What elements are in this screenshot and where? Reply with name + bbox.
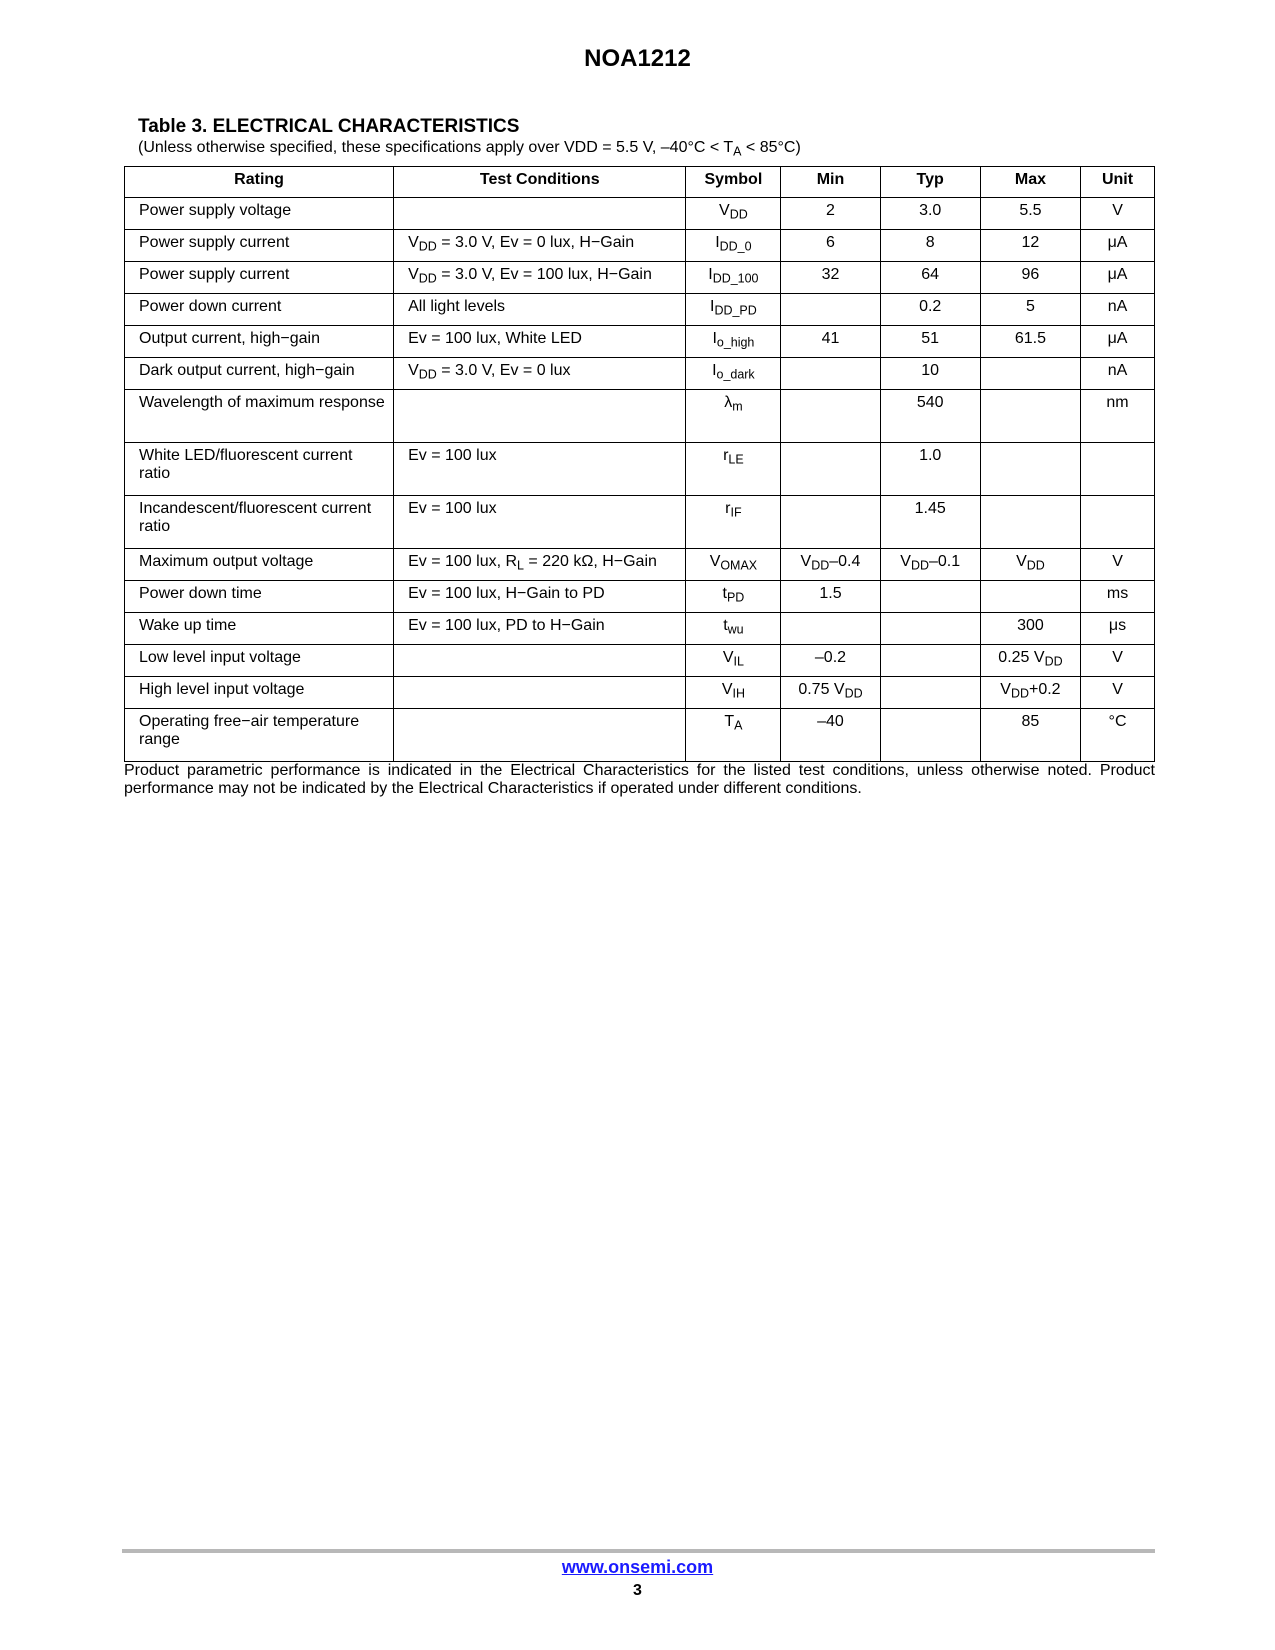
cell-unit bbox=[1081, 496, 1155, 549]
text-run: V bbox=[1000, 681, 1011, 698]
cell-symbol bbox=[686, 198, 781, 230]
table-subtitle-tail: < 85°C) bbox=[741, 139, 801, 156]
text-run: –0.4 bbox=[829, 553, 861, 570]
cell-symbol bbox=[686, 613, 781, 645]
subscript: DD bbox=[1044, 654, 1063, 669]
subscript: A bbox=[734, 718, 743, 733]
table-row bbox=[125, 677, 1155, 709]
cell-max bbox=[980, 549, 1080, 581]
cell-test-conditions bbox=[394, 549, 686, 581]
text-run: Ev = 100 lux bbox=[408, 447, 497, 464]
text-run: 5.5 bbox=[1019, 202, 1042, 219]
text-run: All light levels bbox=[408, 298, 506, 315]
col-header-min: Min bbox=[781, 167, 880, 198]
cell-test-conditions bbox=[394, 326, 686, 358]
cell-typ bbox=[880, 230, 980, 262]
col-header-typ: Typ bbox=[880, 167, 980, 198]
text-run: 10 bbox=[921, 362, 940, 379]
text-run: 1.5 bbox=[819, 585, 842, 602]
cell-min bbox=[781, 198, 880, 230]
text-run: Ev = 100 lux, R bbox=[408, 553, 518, 570]
cell-unit: nA bbox=[1081, 358, 1155, 390]
subscript: o_dark bbox=[716, 367, 755, 382]
text-run: V bbox=[719, 202, 730, 219]
subscript: DD bbox=[1026, 558, 1045, 573]
text-run: 85 bbox=[1021, 713, 1040, 730]
cell-max bbox=[980, 677, 1080, 709]
text-run: 2 bbox=[826, 202, 835, 219]
cell-unit: ms bbox=[1081, 581, 1155, 613]
text-run: V bbox=[408, 362, 419, 379]
text-run: I bbox=[712, 362, 717, 379]
cell-unit: μA bbox=[1081, 326, 1155, 358]
cell-max bbox=[980, 326, 1080, 358]
table-row bbox=[125, 581, 1155, 613]
text-run: 12 bbox=[1021, 234, 1040, 251]
subscript: DD bbox=[418, 271, 437, 286]
subscript: m bbox=[732, 399, 743, 414]
subscript: DD bbox=[844, 686, 863, 701]
cell-rating: White LED/fluorescent current ratio bbox=[125, 443, 394, 496]
table-subtitle-text: (Unless otherwise specified, these specifications apply over VDD = 5.5 V, –40°C < T bbox=[138, 139, 734, 156]
text-run: V bbox=[1016, 553, 1027, 570]
cell-rating: Power down current bbox=[125, 294, 394, 326]
table-row bbox=[125, 549, 1155, 581]
text-run: 51 bbox=[921, 330, 940, 347]
cell-rating: Maximum output voltage bbox=[125, 549, 394, 581]
cell-min bbox=[781, 549, 880, 581]
table-row bbox=[125, 358, 1155, 390]
table-row bbox=[125, 262, 1155, 294]
cell-symbol bbox=[686, 294, 781, 326]
table-row bbox=[125, 294, 1155, 326]
text-run: I bbox=[708, 266, 713, 283]
cell-max bbox=[980, 230, 1080, 262]
cell-min bbox=[781, 443, 880, 496]
cell-unit: V bbox=[1081, 198, 1155, 230]
cell-rating: High level input voltage bbox=[125, 677, 394, 709]
subscript: o_high bbox=[716, 335, 755, 350]
text-run: V bbox=[709, 553, 721, 570]
cell-min bbox=[781, 358, 880, 390]
cell-max bbox=[980, 390, 1080, 443]
subscript: DD_100 bbox=[712, 271, 759, 286]
cell-test-conditions bbox=[394, 677, 686, 709]
col-header-test-conditions: Test Conditions bbox=[394, 167, 686, 198]
text-run: 64 bbox=[921, 266, 940, 283]
cell-max bbox=[980, 581, 1080, 613]
cell-max bbox=[980, 198, 1080, 230]
text-run: = 3.0 V, Ev = 0 lux bbox=[436, 362, 571, 379]
text-run: –0.2 bbox=[814, 649, 847, 666]
cell-min bbox=[781, 645, 880, 677]
text-run: V bbox=[721, 681, 733, 698]
cell-symbol bbox=[686, 262, 781, 294]
table-row bbox=[125, 390, 1155, 443]
cell-max bbox=[980, 709, 1080, 762]
text-run: λ bbox=[724, 394, 733, 411]
table-subtitle bbox=[138, 139, 801, 157]
text-run: 0.25 V bbox=[998, 649, 1045, 666]
electrical-characteristics-table bbox=[124, 166, 1155, 762]
text-run: = 3.0 V, Ev = 0 lux, H−Gain bbox=[436, 234, 635, 251]
text-run: I bbox=[710, 298, 715, 315]
text-run: 8 bbox=[925, 234, 935, 251]
subscript: DD_0 bbox=[719, 239, 752, 254]
cell-typ bbox=[880, 677, 980, 709]
cell-typ bbox=[880, 709, 980, 762]
table-body bbox=[125, 198, 1155, 762]
subscript: DD bbox=[1010, 686, 1029, 701]
subscript: DD bbox=[729, 207, 748, 222]
text-run: I bbox=[712, 330, 717, 347]
cell-max bbox=[980, 262, 1080, 294]
table-row bbox=[125, 326, 1155, 358]
cell-symbol bbox=[686, 443, 781, 496]
cell-typ bbox=[880, 496, 980, 549]
cell-typ bbox=[880, 198, 980, 230]
cell-rating: Dark output current, high−gain bbox=[125, 358, 394, 390]
table-header-row bbox=[125, 167, 1155, 198]
cell-rating: Power supply current bbox=[125, 262, 394, 294]
cell-min bbox=[781, 326, 880, 358]
cell-min bbox=[781, 230, 880, 262]
subscript: DD bbox=[910, 558, 929, 573]
subscript: IL bbox=[733, 654, 744, 669]
cell-typ bbox=[880, 645, 980, 677]
cell-unit: nm bbox=[1081, 390, 1155, 443]
text-run: –0.1 bbox=[928, 553, 961, 570]
text-run: 96 bbox=[1021, 266, 1040, 283]
cell-min bbox=[781, 496, 880, 549]
subscript: DD_PD bbox=[714, 303, 757, 318]
cell-symbol bbox=[686, 358, 781, 390]
cell-max bbox=[980, 645, 1080, 677]
cell-symbol bbox=[686, 390, 781, 443]
cell-test-conditions bbox=[394, 581, 686, 613]
text-run: –40 bbox=[817, 713, 844, 730]
table-row bbox=[125, 443, 1155, 496]
cell-symbol bbox=[686, 496, 781, 549]
text-run: 32 bbox=[821, 266, 840, 283]
cell-rating: Wavelength of maximum response bbox=[125, 390, 394, 443]
cell-max bbox=[980, 358, 1080, 390]
cell-unit: nA bbox=[1081, 294, 1155, 326]
subscript: wu bbox=[727, 622, 744, 637]
cell-max bbox=[980, 443, 1080, 496]
col-header-symbol: Symbol bbox=[686, 167, 781, 198]
subscript: L bbox=[517, 558, 524, 573]
cell-max bbox=[980, 613, 1080, 645]
subscript: LE bbox=[728, 452, 744, 467]
cell-unit: μs bbox=[1081, 613, 1155, 645]
footer-divider bbox=[122, 1549, 1155, 1553]
cell-symbol bbox=[686, 581, 781, 613]
subscript: DD bbox=[418, 239, 437, 254]
cell-rating: Low level input voltage bbox=[125, 645, 394, 677]
text-run: T bbox=[724, 713, 735, 730]
cell-rating: Power supply current bbox=[125, 230, 394, 262]
text-run: Ev = 100 lux, PD to H−Gain bbox=[408, 617, 605, 634]
cell-rating: Incandescent/fluorescent current ratio bbox=[125, 496, 394, 549]
cell-min bbox=[781, 294, 880, 326]
text-run: 300 bbox=[1017, 617, 1044, 634]
cell-typ bbox=[880, 262, 980, 294]
text-run: V bbox=[800, 553, 812, 570]
text-run: 1.45 bbox=[914, 500, 946, 517]
cell-test-conditions bbox=[394, 496, 686, 549]
text-run: +0.2 bbox=[1028, 681, 1061, 698]
col-header-unit: Unit bbox=[1081, 167, 1155, 198]
cell-typ bbox=[880, 326, 980, 358]
text-run: I bbox=[715, 234, 720, 251]
page-number: 3 bbox=[633, 1582, 642, 1599]
cell-rating: Wake up time bbox=[125, 613, 394, 645]
table-row bbox=[125, 198, 1155, 230]
cell-max bbox=[980, 496, 1080, 549]
cell-test-conditions bbox=[394, 262, 686, 294]
text-run: 61.5 bbox=[1014, 330, 1046, 347]
cell-rating: Power supply voltage bbox=[125, 198, 394, 230]
document-title: NOA1212 bbox=[584, 45, 691, 72]
text-run: 0.75 V bbox=[798, 681, 845, 698]
cell-typ bbox=[880, 581, 980, 613]
cell-rating: Power down time bbox=[125, 581, 394, 613]
cell-symbol bbox=[686, 677, 781, 709]
cell-test-conditions bbox=[394, 230, 686, 262]
text-run: = 3.0 V, Ev = 100 lux, H−Gain bbox=[436, 266, 652, 283]
subscript: DD bbox=[418, 367, 437, 382]
text-run: 3.0 bbox=[919, 202, 942, 219]
cell-test-conditions bbox=[394, 645, 686, 677]
subscript: IF bbox=[730, 505, 742, 520]
cell-unit: μA bbox=[1081, 230, 1155, 262]
cell-symbol bbox=[686, 230, 781, 262]
cell-min bbox=[781, 262, 880, 294]
table-row bbox=[125, 709, 1155, 762]
text-run: Ev = 100 lux, White LED bbox=[408, 330, 582, 347]
col-header-max: Max bbox=[980, 167, 1080, 198]
text-run: r bbox=[723, 447, 729, 464]
cell-unit: V bbox=[1081, 645, 1155, 677]
cell-max bbox=[980, 294, 1080, 326]
cell-unit bbox=[1081, 443, 1155, 496]
text-run: 5 bbox=[1025, 298, 1035, 315]
text-run: = 220 kΩ, H−Gain bbox=[523, 553, 657, 570]
cell-min bbox=[781, 613, 880, 645]
text-run: t bbox=[722, 585, 727, 602]
table-row bbox=[125, 645, 1155, 677]
cell-typ bbox=[880, 358, 980, 390]
text-run: 0.2 bbox=[919, 298, 942, 315]
table-row bbox=[125, 496, 1155, 549]
cell-symbol bbox=[686, 326, 781, 358]
cell-symbol bbox=[686, 709, 781, 762]
text-run: 41 bbox=[821, 330, 840, 347]
text-run: t bbox=[723, 617, 728, 634]
subscript: DD bbox=[811, 558, 830, 573]
text-run: 6 bbox=[826, 234, 835, 251]
cell-test-conditions bbox=[394, 390, 686, 443]
cell-test-conditions bbox=[394, 358, 686, 390]
cell-test-conditions bbox=[394, 198, 686, 230]
subscript: PD bbox=[726, 590, 745, 605]
text-run: V bbox=[408, 266, 419, 283]
table-subtitle-subscript: A bbox=[733, 144, 742, 159]
text-run: V bbox=[900, 553, 911, 570]
cell-min bbox=[781, 581, 880, 613]
text-run: 1.0 bbox=[919, 447, 942, 464]
col-header-rating: Rating bbox=[125, 167, 394, 198]
table-footnote: Product parametric performance is indicated in the Electrical Characteristics for the listed test conditions, unless otherwise noted. Product performance may not be indicated by the Electrical Characteristics if operated under different conditions. bbox=[124, 762, 1155, 797]
cell-typ bbox=[880, 613, 980, 645]
cell-symbol bbox=[686, 549, 781, 581]
cell-min bbox=[781, 709, 880, 762]
cell-test-conditions bbox=[394, 443, 686, 496]
cell-unit: °C bbox=[1081, 709, 1155, 762]
cell-typ bbox=[880, 443, 980, 496]
text-run: 540 bbox=[916, 394, 944, 411]
table-title: Table 3. ELECTRICAL CHARACTERISTICS bbox=[138, 116, 520, 137]
cell-test-conditions bbox=[394, 613, 686, 645]
text-run: Ev = 100 lux, H−Gain to PD bbox=[408, 585, 605, 602]
website-link[interactable]: www.onsemi.com bbox=[561, 1557, 714, 1577]
cell-typ bbox=[880, 549, 980, 581]
cell-test-conditions bbox=[394, 709, 686, 762]
cell-min bbox=[781, 677, 880, 709]
subscript: OMAX bbox=[720, 558, 758, 573]
cell-typ bbox=[880, 390, 980, 443]
cell-rating: Output current, high−gain bbox=[125, 326, 394, 358]
cell-symbol bbox=[686, 645, 781, 677]
text-run: V bbox=[408, 234, 419, 251]
cell-test-conditions bbox=[394, 294, 686, 326]
cell-unit: V bbox=[1081, 677, 1155, 709]
table-row bbox=[125, 613, 1155, 645]
text-run: V bbox=[722, 649, 734, 666]
cell-unit: V bbox=[1081, 549, 1155, 581]
subscript: IH bbox=[732, 686, 745, 701]
text-run: Ev = 100 lux bbox=[408, 500, 497, 517]
cell-typ bbox=[880, 294, 980, 326]
text-run: r bbox=[725, 500, 731, 517]
table-row bbox=[125, 230, 1155, 262]
cell-min bbox=[781, 390, 880, 443]
cell-rating: Operating free−air temperature range bbox=[125, 709, 394, 762]
cell-unit: μA bbox=[1081, 262, 1155, 294]
